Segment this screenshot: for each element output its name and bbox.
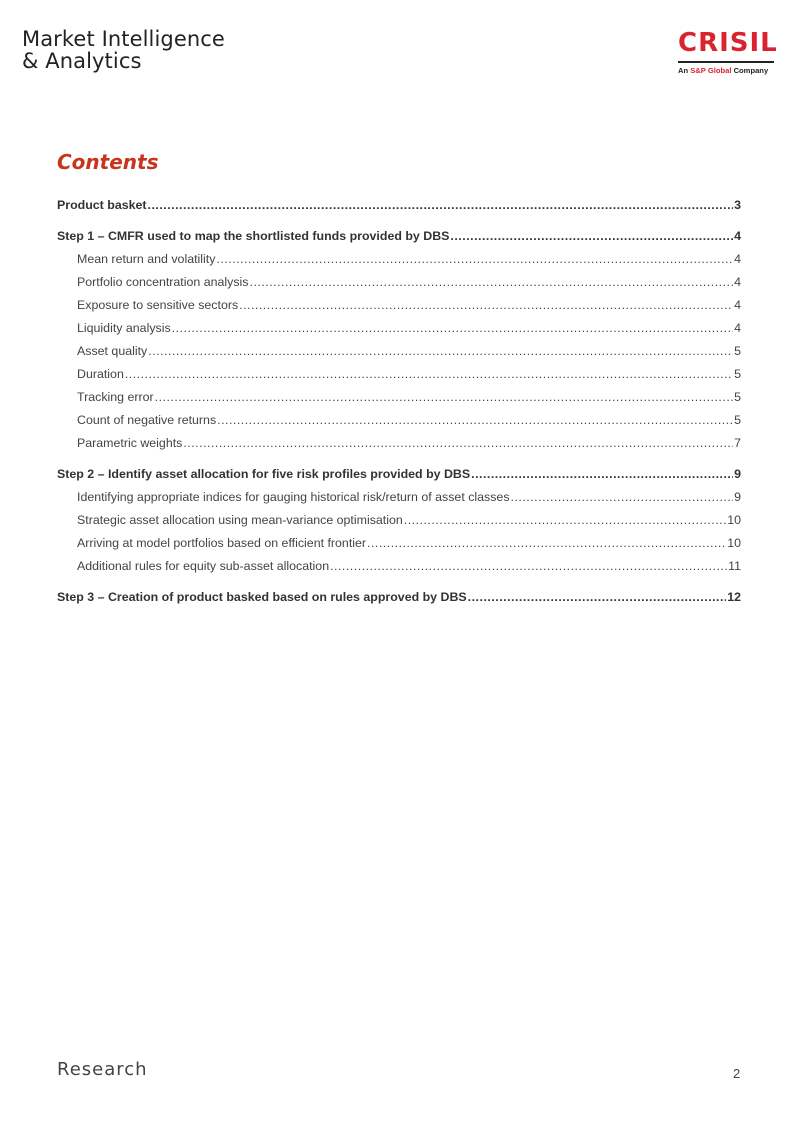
toc-entry-title: Asset quality (77, 344, 148, 358)
toc-section-entry[interactable] (57, 463, 741, 486)
toc-page-number: 10 (727, 513, 741, 527)
toc-subsection-entry[interactable] (57, 486, 741, 509)
toc-page-number: 9 (734, 490, 741, 504)
toc-leader-dots (155, 386, 733, 409)
toc-leader-dots (471, 463, 733, 486)
toc-page-number: 4 (734, 298, 741, 312)
toc-leader-dots (250, 271, 734, 294)
toc-subsection-entry[interactable] (57, 532, 741, 555)
brand-title-line2: & Analytics (22, 49, 142, 73)
toc-leader-dots (330, 555, 727, 578)
toc-leader-dots (239, 294, 733, 317)
toc-page-number: 7 (734, 436, 741, 450)
logo-tagline-accent: S&P Global (690, 66, 732, 75)
toc-leader-dots (183, 432, 733, 455)
toc-leader-dots (511, 486, 734, 509)
toc-entry-title: Strategic asset allocation using mean-variance optimisation (77, 513, 403, 527)
toc-page-number: 4 (734, 229, 741, 243)
toc-entry-title: Parametric weights (77, 436, 183, 450)
toc-section-entry[interactable] (57, 586, 741, 609)
toc-subsection-entry[interactable] (57, 555, 741, 578)
toc-page-number: 5 (734, 390, 741, 404)
toc-page-number: 9 (734, 467, 741, 481)
toc-subsection-entry[interactable] (57, 509, 741, 532)
toc-entry-title: Additional rules for equity sub-asset allocation (77, 559, 330, 573)
logo-tagline-prefix: An (678, 66, 691, 75)
toc-section-entry[interactable] (57, 194, 741, 217)
toc-page-number: 4 (734, 275, 741, 289)
footer-page-number: 2 (733, 1066, 741, 1081)
toc-leader-dots (217, 409, 733, 432)
toc-section-entry[interactable] (57, 225, 741, 248)
toc-leader-dots (367, 532, 726, 555)
toc-entry-title: Count of negative returns (77, 413, 217, 427)
toc-entry-title: Liquidity analysis (77, 321, 171, 335)
toc-entry-title: Product basket (57, 198, 147, 212)
toc-subsection-entry[interactable] (57, 248, 741, 271)
footer-section-label: Research (57, 1059, 148, 1080)
toc-leader-dots (468, 586, 727, 609)
toc-entry-title: Step 2 – Identify asset allocation for five risk profiles provided by DBS (57, 467, 471, 481)
toc-leader-dots (216, 248, 733, 271)
toc-entry-title: Step 3 – Creation of product basked based on rules approved by DBS (57, 590, 467, 604)
toc-entry-title: Step 1 – CMFR used to map the shortlisted funds provided by DBS (57, 229, 450, 243)
toc-page-number: 12 (727, 590, 741, 604)
logo-divider (678, 61, 774, 63)
toc-subsection-entry[interactable] (57, 363, 741, 386)
toc-entry-title: Arriving at model portfolios based on efficient frontier (77, 536, 367, 550)
toc-subsection-entry[interactable] (57, 386, 741, 409)
logo-tagline (678, 66, 774, 75)
toc-page-number: 5 (734, 367, 741, 381)
brand-title-line1: Market Intelligence (22, 27, 225, 51)
toc-leader-dots (148, 340, 733, 363)
toc-subsection-entry[interactable] (57, 271, 741, 294)
brand-title (22, 28, 225, 72)
crisil-logo (678, 28, 778, 90)
toc-page-number: 11 (728, 559, 741, 573)
toc-entry-title: Portfolio concentration analysis (77, 275, 249, 289)
toc-page-number: 5 (734, 413, 741, 427)
toc-entry-title: Exposure to sensitive sectors (77, 298, 239, 312)
toc-entry-title: Duration (77, 367, 124, 381)
toc-leader-dots (172, 317, 733, 340)
toc-subsection-entry[interactable] (57, 432, 741, 455)
toc-entry-title: Identifying appropriate indices for gauging historical risk/return of asset classes (77, 490, 510, 504)
toc-leader-dots (404, 509, 726, 532)
toc-page-number: 4 (734, 321, 741, 335)
toc-page-number: 5 (734, 344, 741, 358)
toc-page-number: 10 (727, 536, 741, 550)
toc-leader-dots (125, 363, 733, 386)
toc-leader-dots (450, 225, 733, 248)
toc-page-number: 4 (734, 252, 741, 266)
toc-leader-dots (148, 194, 734, 217)
table-of-contents (57, 194, 741, 609)
toc-page-number: 3 (734, 198, 741, 212)
toc-entry-title: Tracking error (77, 390, 154, 404)
contents-heading: Contents (57, 150, 159, 174)
logo-tagline-suffix: Company (731, 66, 769, 75)
toc-subsection-entry[interactable] (57, 294, 741, 317)
toc-subsection-entry[interactable] (57, 409, 741, 432)
logo-wordmark: CRISIL (678, 28, 778, 58)
toc-entry-title: Mean return and volatility (77, 252, 216, 266)
toc-subsection-entry[interactable] (57, 317, 741, 340)
toc-subsection-entry[interactable] (57, 340, 741, 363)
